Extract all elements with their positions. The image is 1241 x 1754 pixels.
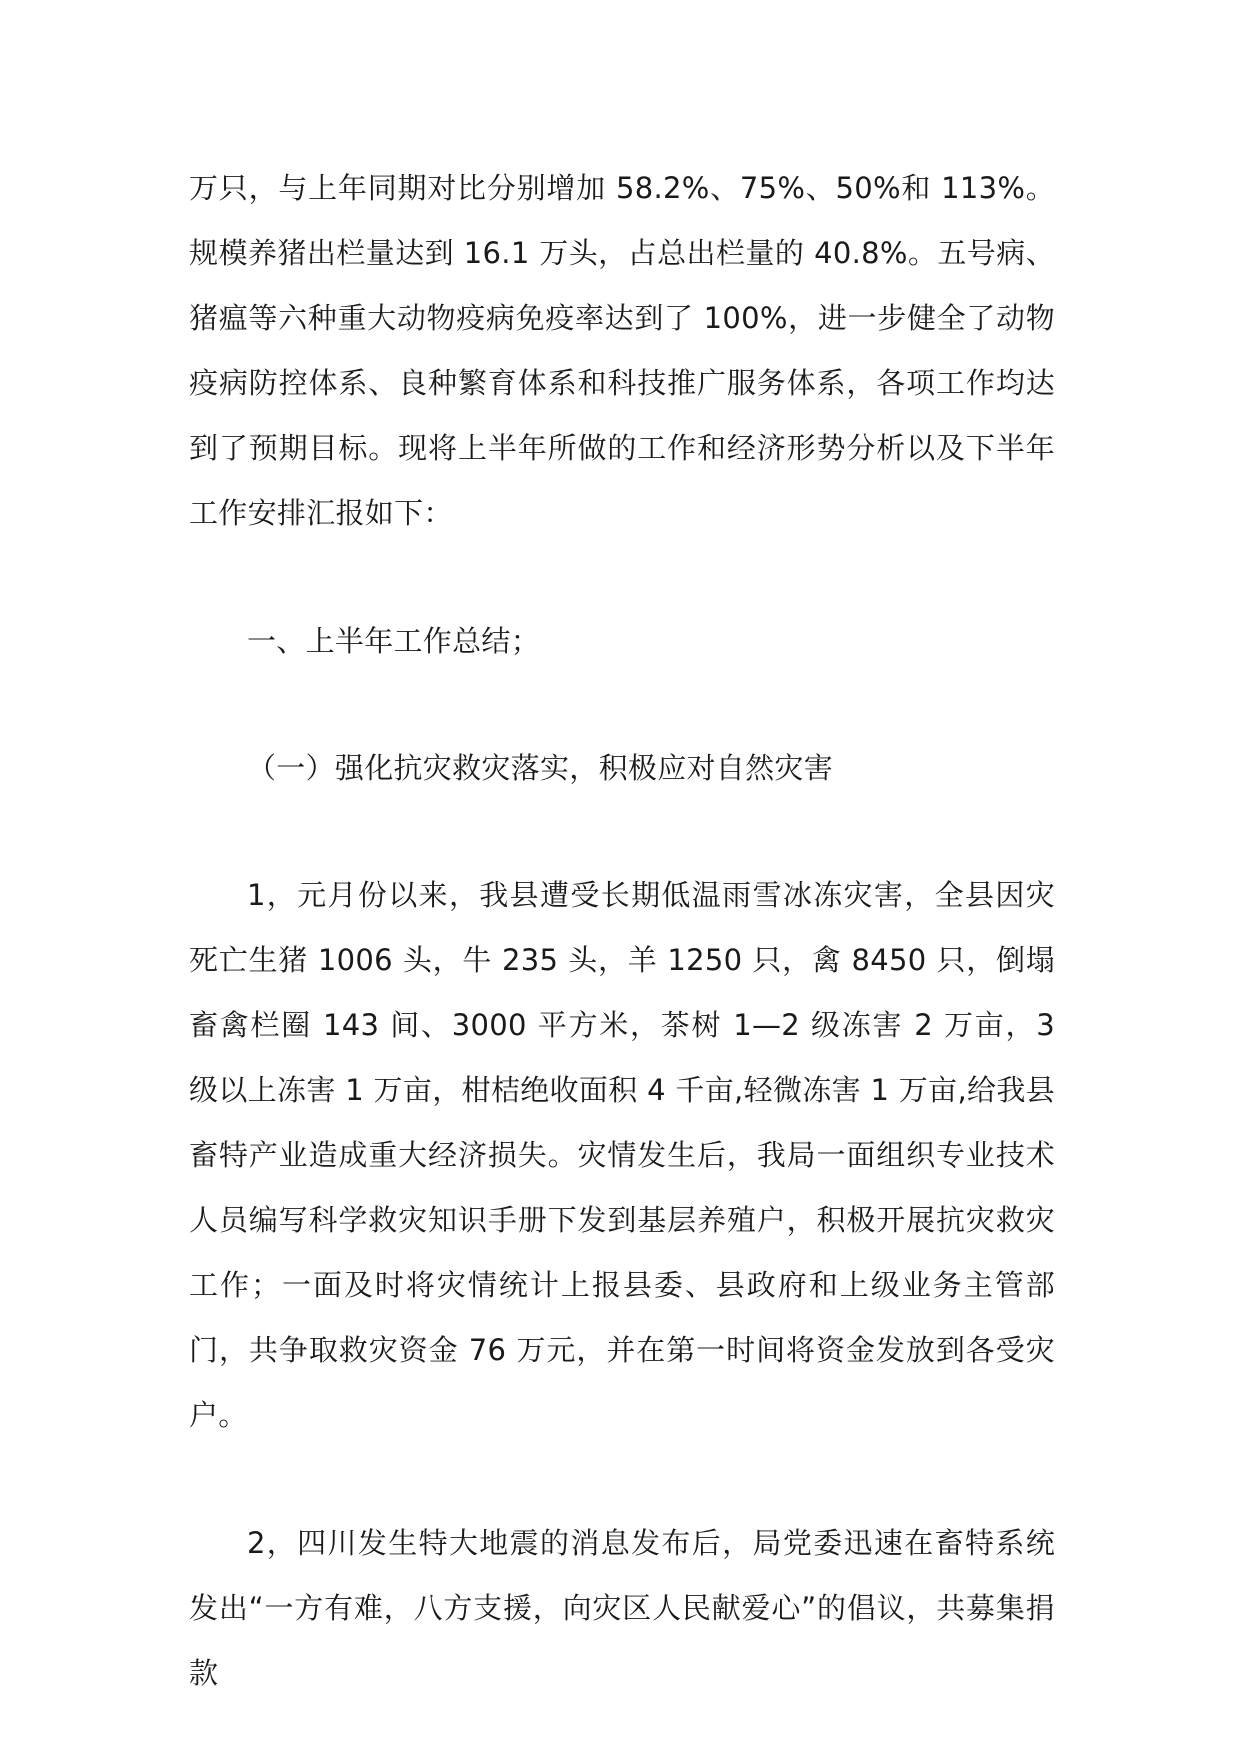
body-paragraph-earthquake: 2，四川发生特大地震的消息发布后，局党委迅速在畜特系统发出“一方有难，八方支援，向灾区人民献爱心”的倡议，共募集捐款 — [189, 1526, 1055, 1690]
body-paragraph-summary: 万只，与上年同期对比分别增加 58.2%、75%、50%和 113%。规模养猪出栏量达到 16.1 万头，占总出栏量的 40.8%。五号病、猪瘟等六种重大动物疫病免疫率达到了 100%，进一步健全了动物疫病防控体系、良种繁育体系和科技推广服务体系，各项工作均达到了预期目标。现将上半年所做的工作和经济形势分析以及下半年工作安排汇报如下： — [189, 171, 1055, 530]
subsection-heading: （一）强化抗灾救灾落实，积极应对自然灾害 — [247, 751, 834, 785]
document-page — [189, 156, 1055, 1706]
section-heading: 一、上半年工作总结； — [247, 624, 541, 658]
body-paragraph-disaster: 1，元月份以来，我县遭受长期低温雨雪冰冻灾害，全县因灾死亡生猪 1006 头，牛 235 头，羊 1250 只，禽 8450 只，倒塌畜禽栏圈 143 间、3000 平方米，茶树 1—2 级冻害 2 万亩，3 级以上冻害 1 万亩，柑桔绝收面积 4 千亩,轻微冻害 1 万亩,给我县畜特产业造成重大经济损失。灾情发生后，我局一面组织专业技术人员编写科学救灾知识手册下发到基层养殖户，积极开展抗灾救灾工作；一面及时将灾情统计上报县委、县政府和上级业务主管部门，共争取救灾资金 76 万元，并在第一时间将资金发放到各受灾户。 — [189, 878, 1055, 1432]
